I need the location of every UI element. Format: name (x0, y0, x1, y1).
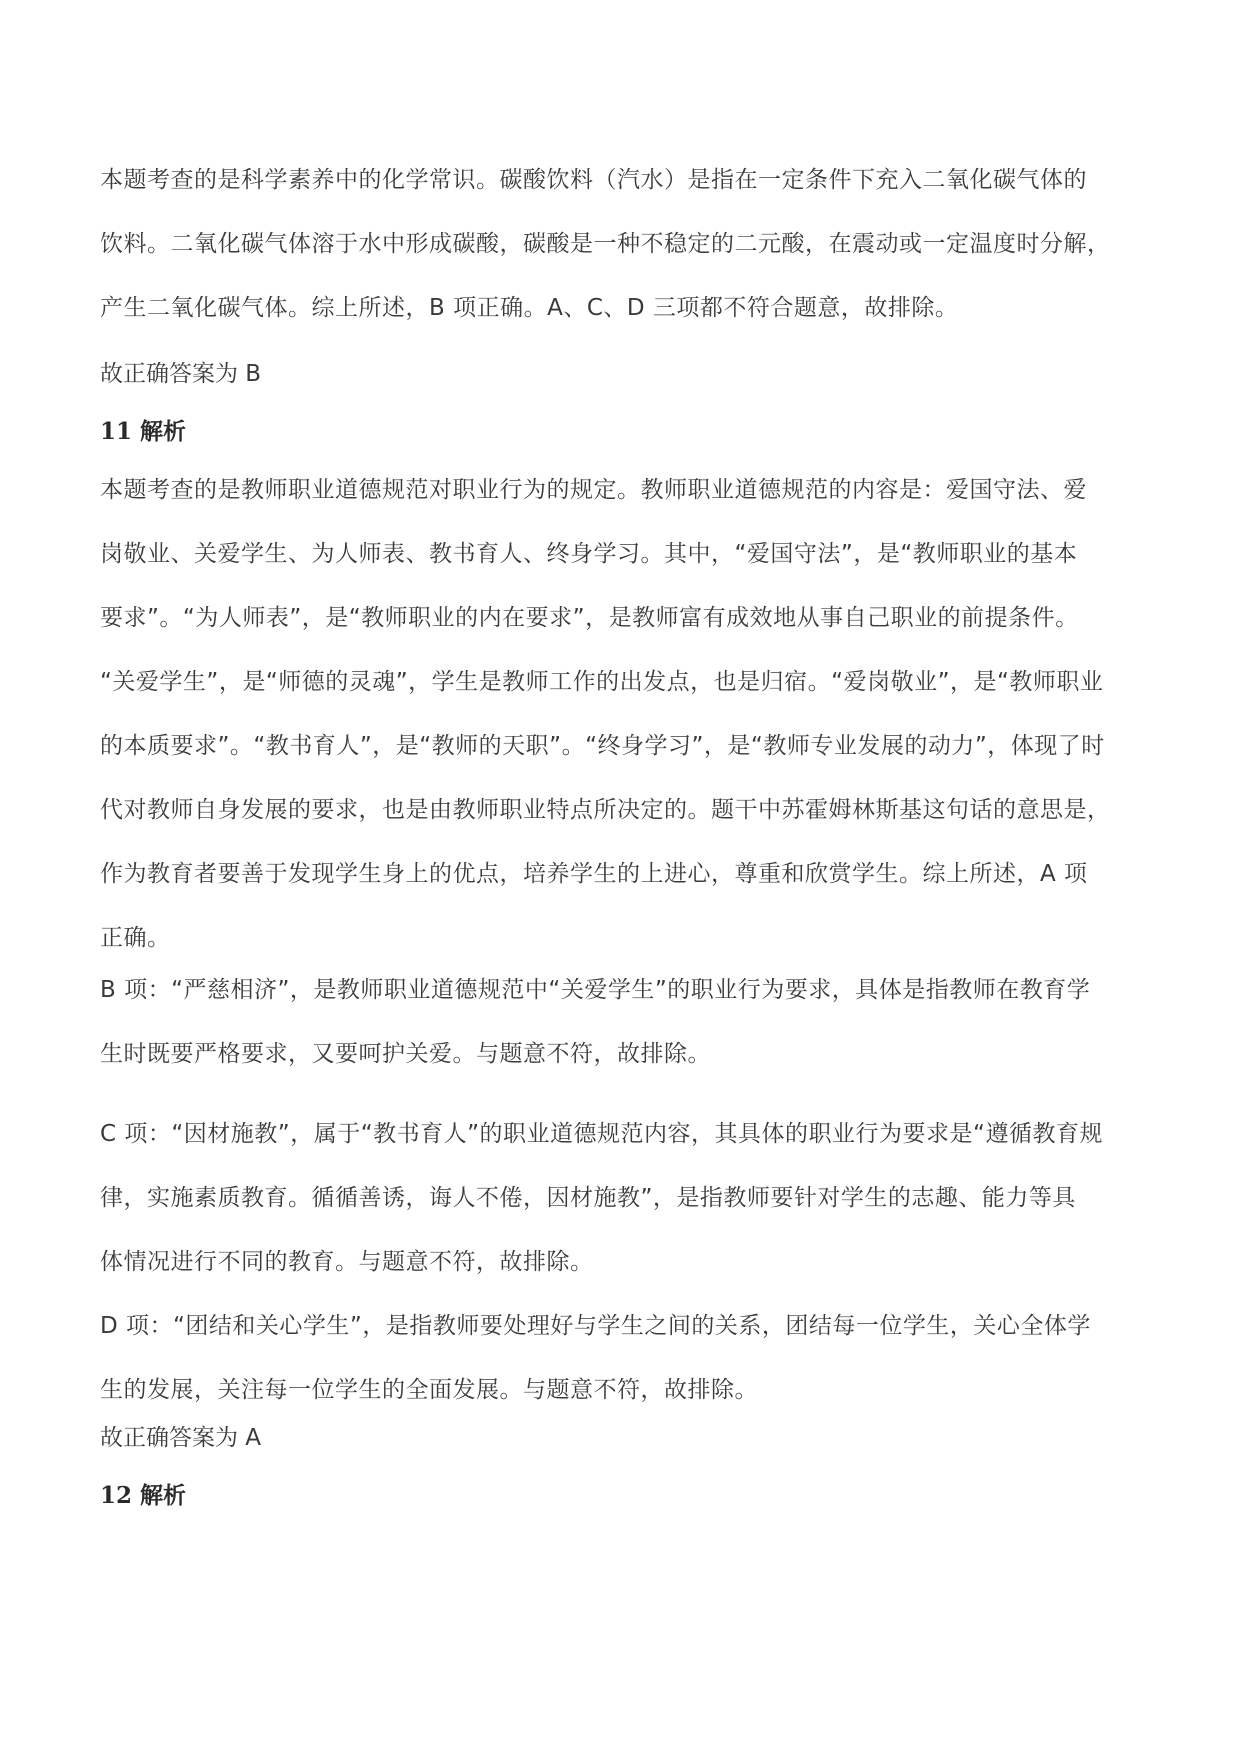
option-b-line-1: B 项：“严慈相济”，是教师职业道德规范中“关爱学生”的职业行为要求，具体是指教师在教育学 (100, 977, 1091, 1003)
q11-line-5: 的本质要求”。“教书育人”，是“教师的天职”。“终身学习”，是“教师专业发展的动力”，体现了时 (100, 733, 1105, 759)
q11-explanation (100, 458, 1160, 970)
q11-line-1: 本题考查的是教师职业道德规范对职业行为的规定。教师职业道德规范的内容是：爱国守法、爱 (100, 477, 1087, 503)
q10-explanation (100, 148, 1160, 340)
q11-line-8: 正确。 (100, 925, 171, 951)
option-d-line-1: D 项：“团结和关心学生”，是指教师要处理好与学生之间的关系，团结每一位学生，关心全体学 (100, 1313, 1091, 1339)
q11-line-3: 要求”。“为人师表”，是“教师职业的内在要求”，是教师富有成效地从事自己职业的前提条件。 (100, 605, 1079, 631)
q11-option-b (100, 958, 1160, 1086)
q11-line-6: 代对教师自身发展的要求，也是由教师职业特点所决定的。题干中苏霍姆林斯基这句话的意思是， (100, 797, 1111, 823)
q10-line-1: 本题考查的是科学素养中的化学常识。碳酸饮料（汽水）是指在一定条件下充入二氧化碳气体的 (100, 167, 1087, 193)
q11-line-7: 作为教育者要善于发现学生身上的优点，培养学生的上进心，尊重和欣赏学生。综上所述，A 项 (100, 861, 1088, 887)
q10-line-3: 产生二氧化碳气体。综上所述，B 项正确。A、C、D 三项都不符合题意，故排除。 (100, 295, 959, 321)
option-c-line-1: C 项：“因材施教”，属于“教书育人”的职业道德规范内容，其具体的职业行为要求是“遵循教育规 (100, 1121, 1103, 1147)
q10-answer: 故正确答案为 B (100, 361, 262, 387)
option-c-line-3: 体情况进行不同的教育。与题意不符，故排除。 (100, 1249, 594, 1275)
option-d-line-2: 生的发展，关注每一位学生的全面发展。与题意不符，故排除。 (100, 1377, 758, 1403)
q10-line-2: 饮料。二氧化碳气体溶于水中形成碳酸，碳酸是一种不稳定的二元酸，在震动或一定温度时分解， (100, 231, 1111, 257)
q11-option-d (100, 1294, 1160, 1422)
q11-line-2: 岗敬业、关爱学生、为人师表、教书育人、终身学习。其中，“爱国守法”，是“教师职业的基本 (100, 541, 1078, 567)
q11-answer: 故正确答案为 A (100, 1425, 262, 1451)
q11-option-c (100, 1102, 1160, 1294)
q12-heading: 12 解析 (100, 1482, 187, 1509)
q11-heading: 11 解析 (100, 418, 187, 445)
q11-line-4: “关爱学生”，是“师德的灵魂”，学生是教师工作的出发点，也是归宿。“爱岗敬业”，是“教师职业 (100, 669, 1104, 695)
option-b-line-2: 生时既要严格要求，又要呵护关爱。与题意不符，故排除。 (100, 1041, 711, 1067)
option-c-line-2: 律，实施素质教育。循循善诱，诲人不倦，因材施教”，是指教师要针对学生的志趣、能力等具 (100, 1185, 1076, 1211)
